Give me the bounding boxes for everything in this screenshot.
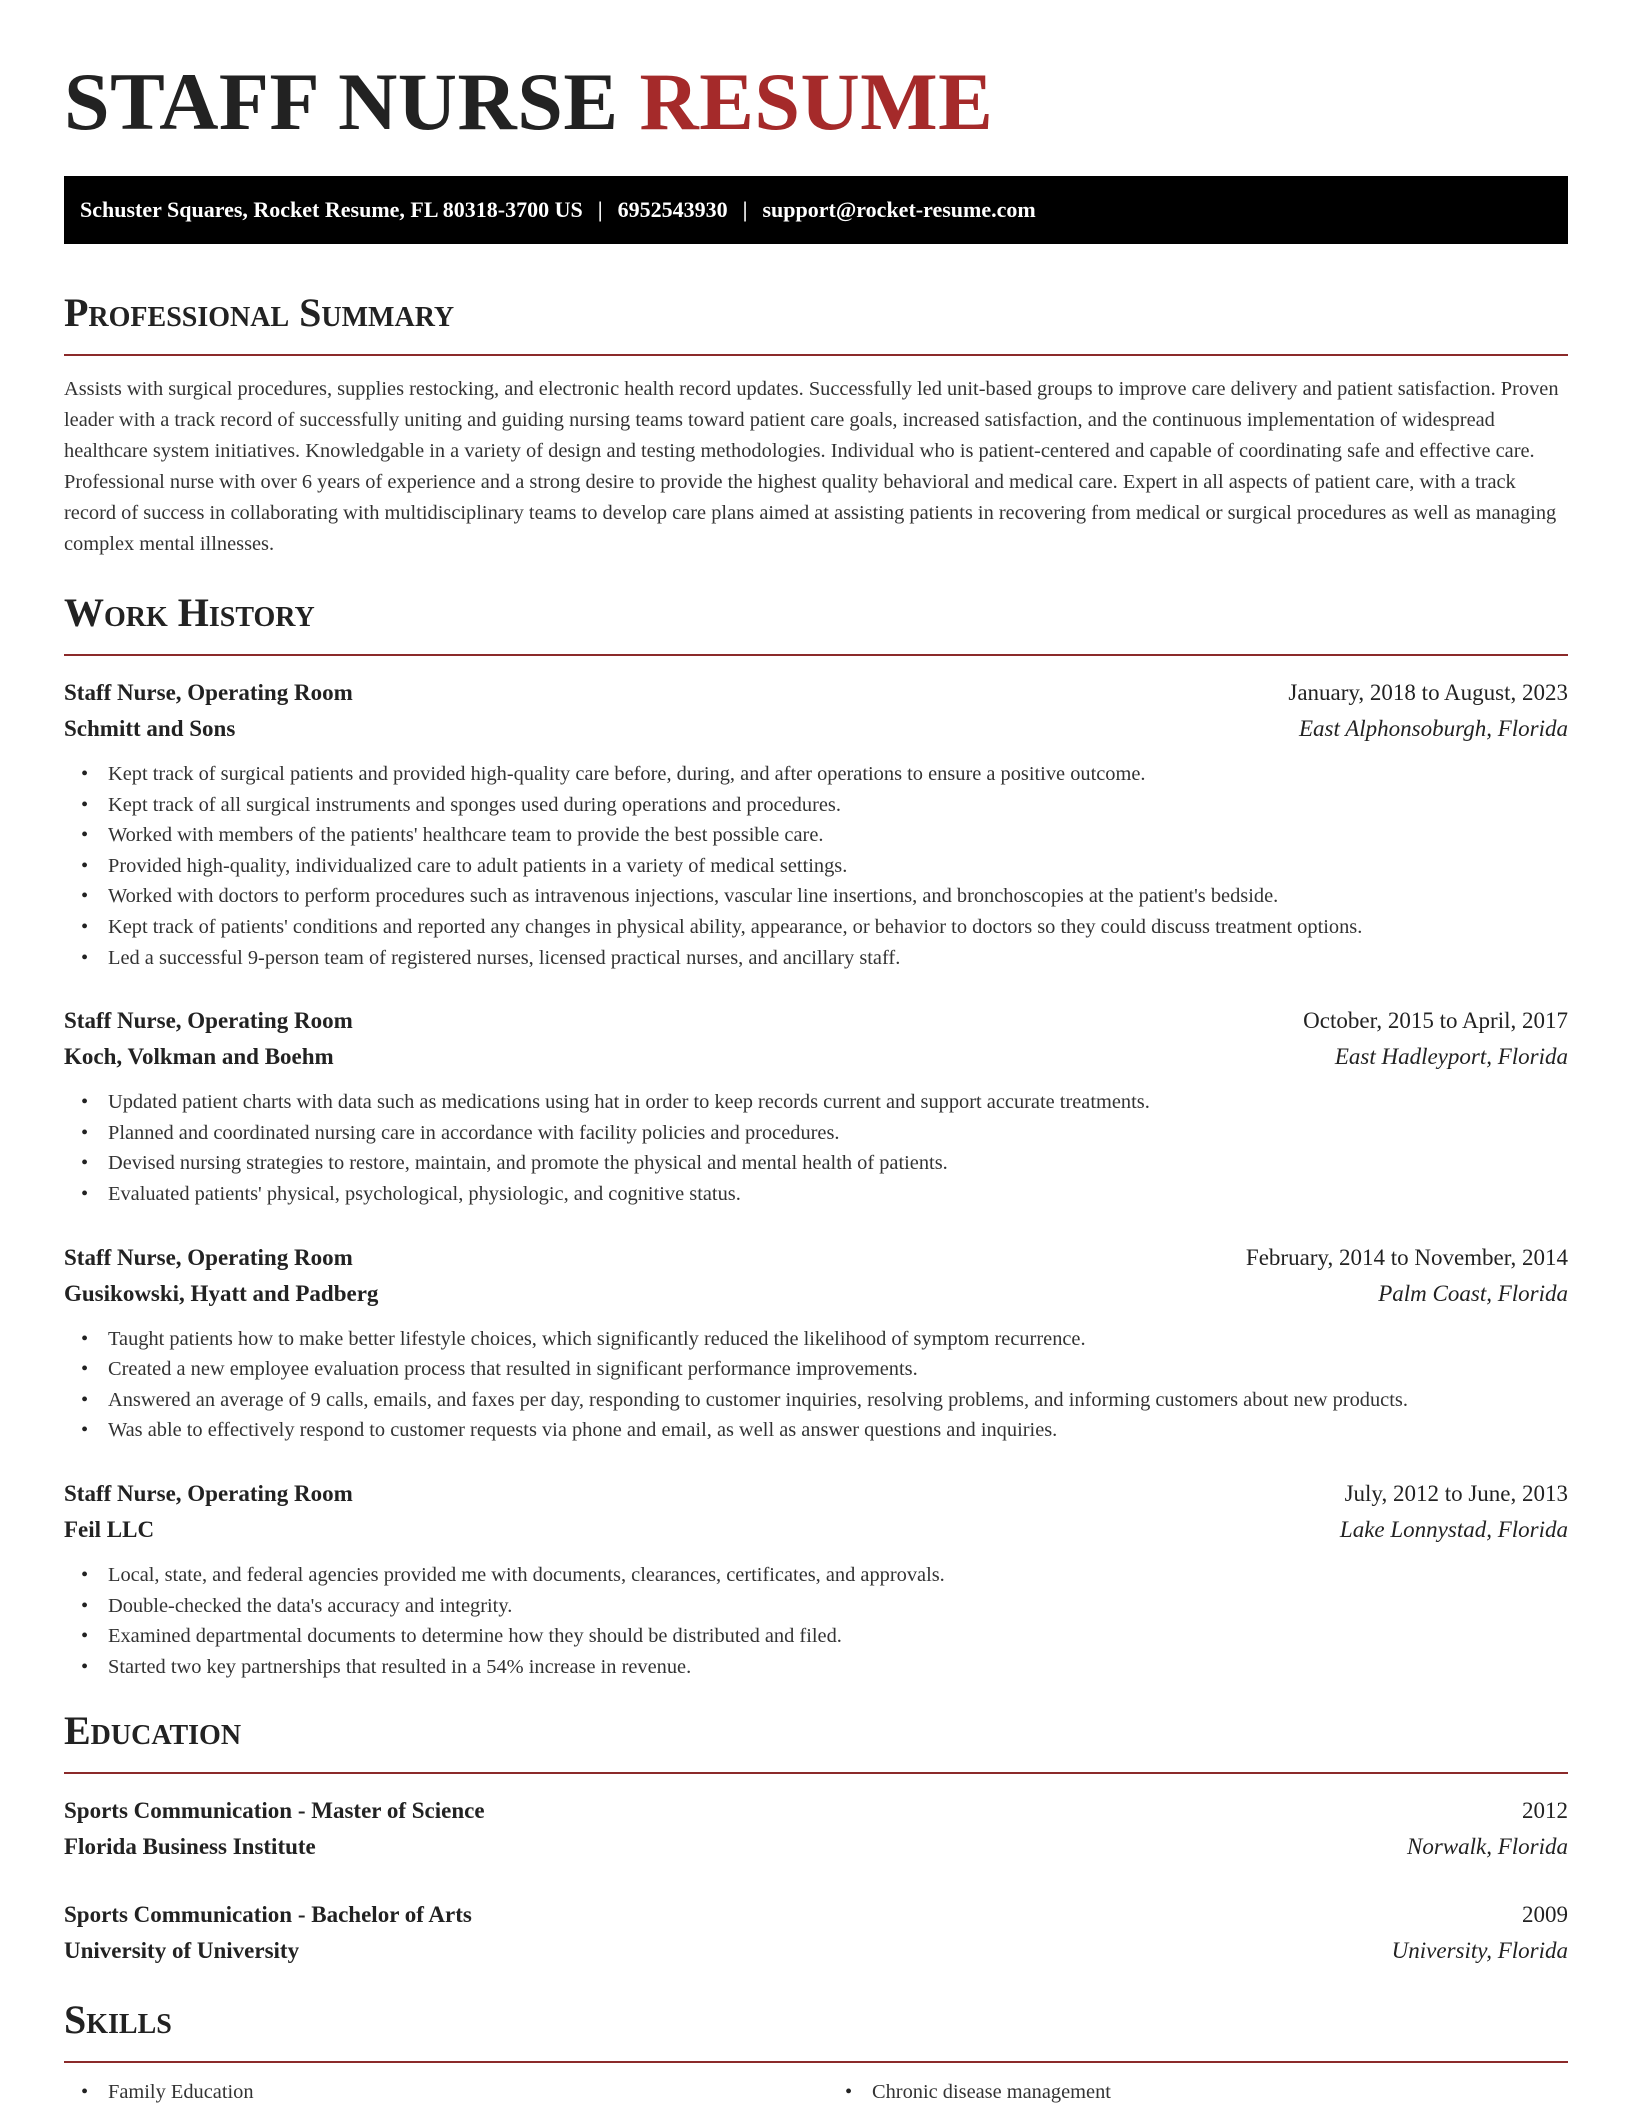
list-item: • Taught patients how to make better lifestyle choices, which significantly reduced the likelihood of symptom recurrence. <box>64 1324 1568 1355</box>
job-dates: July, 2012 to June, 2013 <box>1344 1480 1568 1506</box>
resume-page <box>64 0 1568 2108</box>
job-entry <box>64 1240 1568 1446</box>
job-bullets <box>64 1560 1568 1682</box>
list-item: • Devised nursing strategies to restore, maintain, and promote the physical and mental health of patients. <box>64 1148 1568 1179</box>
list-item: • Examined departmental documents to determine how they should be distributed and filed. <box>64 1621 1568 1652</box>
job-title: Staff Nurse, Operating Room <box>64 1480 353 1506</box>
education-degree: Sports Communication - Bachelor of Arts <box>64 1902 472 1928</box>
job-company: Gusikowski, Hyatt and Padberg <box>64 1280 379 1306</box>
job-location: Palm Coast, Florida <box>1378 1280 1568 1306</box>
job-dates: October, 2015 to April, 2017 <box>1303 1008 1568 1034</box>
job-entry <box>64 1003 1568 1209</box>
education-school: Florida Business Institute <box>64 1834 316 1860</box>
contact-phone: 6952543930 <box>617 197 728 222</box>
list-item: • Answered an average of 9 calls, emails, and faxes per day, responding to customer inquiries, resolving problems, and informing customers about new products. <box>64 1385 1568 1416</box>
list-item: • Created a new employee evaluation process that resulted in significant performance improvements. <box>64 1354 1568 1385</box>
section-divider <box>64 1772 1568 1774</box>
list-item: • Planned and coordinated nursing care in accordance with facility policies and procedures. <box>64 1118 1568 1149</box>
section-heading-education: Education <box>64 1708 242 1754</box>
list-item: • Kept track of surgical patients and provided high-quality care before, during, and after operations to ensure a positive outcome. <box>64 759 1568 790</box>
job-bullets <box>64 759 1568 973</box>
job-company: Koch, Volkman and Boehm <box>64 1044 334 1070</box>
education-year: 2009 <box>1522 1902 1568 1928</box>
skills-list-left <box>64 2077 804 2108</box>
contact-separator: | <box>742 197 748 222</box>
list-item: • Updated patient charts with data such as medications using hat in order to keep records current and support accurate treatments. <box>64 1087 1568 1118</box>
education-degree: Sports Communication - Master of Science <box>64 1798 485 1824</box>
list-item: • Worked with doctors to perform procedures such as intravenous injections, vascular line insertions, and bronchoscopies at the patient's bedside. <box>64 881 1568 912</box>
job-location: East Alphonsoburgh, Florida <box>1299 716 1568 741</box>
title-main: STAFF NURSE <box>64 56 619 147</box>
list-item: • Kept track of patients' conditions and reported any changes in physical ability, appearance, or behavior to doctors so they could discuss treatment options. <box>64 912 1568 943</box>
education-year: 2012 <box>1522 1798 1568 1824</box>
list-item: • Worked with members of the patients' healthcare team to provide the best possible care. <box>64 820 1568 851</box>
section-heading-work-history: Work History <box>64 590 315 635</box>
list-item: • Was able to effectively respond to customer requests via phone and email, as well as answer questions and inquiries. <box>64 1415 1568 1446</box>
skills-grid <box>64 2077 1568 2108</box>
section-heading-summary: Professional Summary <box>64 290 455 335</box>
list-item: • Started two key partnerships that resulted in a 54% increase in revenue. <box>64 1652 1568 1683</box>
job-company: Schmitt and Sons <box>64 716 236 741</box>
job-title: Staff Nurse, Operating Room <box>64 680 353 705</box>
job-location: East Hadleyport, Florida <box>1334 1044 1568 1070</box>
section-divider <box>64 2061 1568 2063</box>
job-location: Lake Lonnystad, Florida <box>1339 1516 1568 1542</box>
job-company: Feil LLC <box>64 1516 155 1542</box>
job-bullets <box>64 1324 1568 1446</box>
title-accent: RESUME <box>639 56 994 147</box>
list-item: • Provided high-quality, individualized care to adult patients in a variety of medical settings. <box>64 851 1568 882</box>
summary-paragraph: Assists with surgical procedures, supplies restocking, and electronic health record updates. Successfully led unit-based groups to improve care delivery and patient satisfaction. Proven leader with a track record of successfully uniting and guiding nursing teams toward patient care goals, increased satisfaction, and the continuous implementation of widespread healthcare system initiatives. Knowledgable in a variety of design and testing methodologies. Individual who is patient-centered and capable of coordinating safe and effective care. Professional nurse with over 6 years of experience and a strong desire to provide the highest quality behavioral and medical care. Expert in all aspects of patient care, with a track record of success in collaborating with multidisciplinary teams to develop care plans aimed at assisting patients in recovering from medical or surgical procedures as well as managing complex mental illnesses. <box>64 378 1559 555</box>
page-title <box>64 58 1568 146</box>
education-school: University of University <box>64 1938 300 1964</box>
education-entry <box>64 1793 1568 1865</box>
job-entry <box>64 675 1568 973</box>
contact-email: support@rocket-resume.com <box>762 197 1036 222</box>
job-dates: January, 2018 to August, 2023 <box>1288 680 1568 705</box>
job-dates: February, 2014 to November, 2014 <box>1245 1244 1568 1270</box>
list-item: • Led a successful 9-person team of registered nurses, licensed practical nurses, and ancillary staff. <box>64 943 1568 974</box>
job-title: Staff Nurse, Operating Room <box>64 1244 353 1270</box>
contact-address: Schuster Squares, Rocket Resume, FL 80318-3700 US <box>80 197 583 222</box>
job-bullets <box>64 1087 1568 1209</box>
job-title: Staff Nurse, Operating Room <box>64 1008 353 1034</box>
job-entry <box>64 1476 1568 1682</box>
list-item: • Double-checked the data's accuracy and integrity. <box>64 1591 1568 1622</box>
section-heading-skills: Skills <box>64 1997 172 2043</box>
list-item: • Local, state, and federal agencies provided me with documents, clearances, certificates, and approvals. <box>64 1560 1568 1591</box>
skill-item: • Family Education <box>64 2077 804 2108</box>
contact-bar <box>64 176 1568 244</box>
section-divider <box>64 354 1568 356</box>
education-location: Norwalk, Florida <box>1406 1834 1568 1860</box>
education-location: University, Florida <box>1391 1938 1568 1964</box>
education-entry <box>64 1897 1568 1969</box>
list-item: • Kept track of all surgical instruments and sponges used during operations and procedures. <box>64 790 1568 821</box>
list-item: • Evaluated patients' physical, psychological, physiologic, and cognitive status. <box>64 1179 1568 1210</box>
contact-separator: | <box>597 197 603 222</box>
skill-item: • Chronic disease management <box>828 2077 1568 2108</box>
section-divider <box>64 654 1568 656</box>
skills-list-right <box>828 2077 1568 2108</box>
